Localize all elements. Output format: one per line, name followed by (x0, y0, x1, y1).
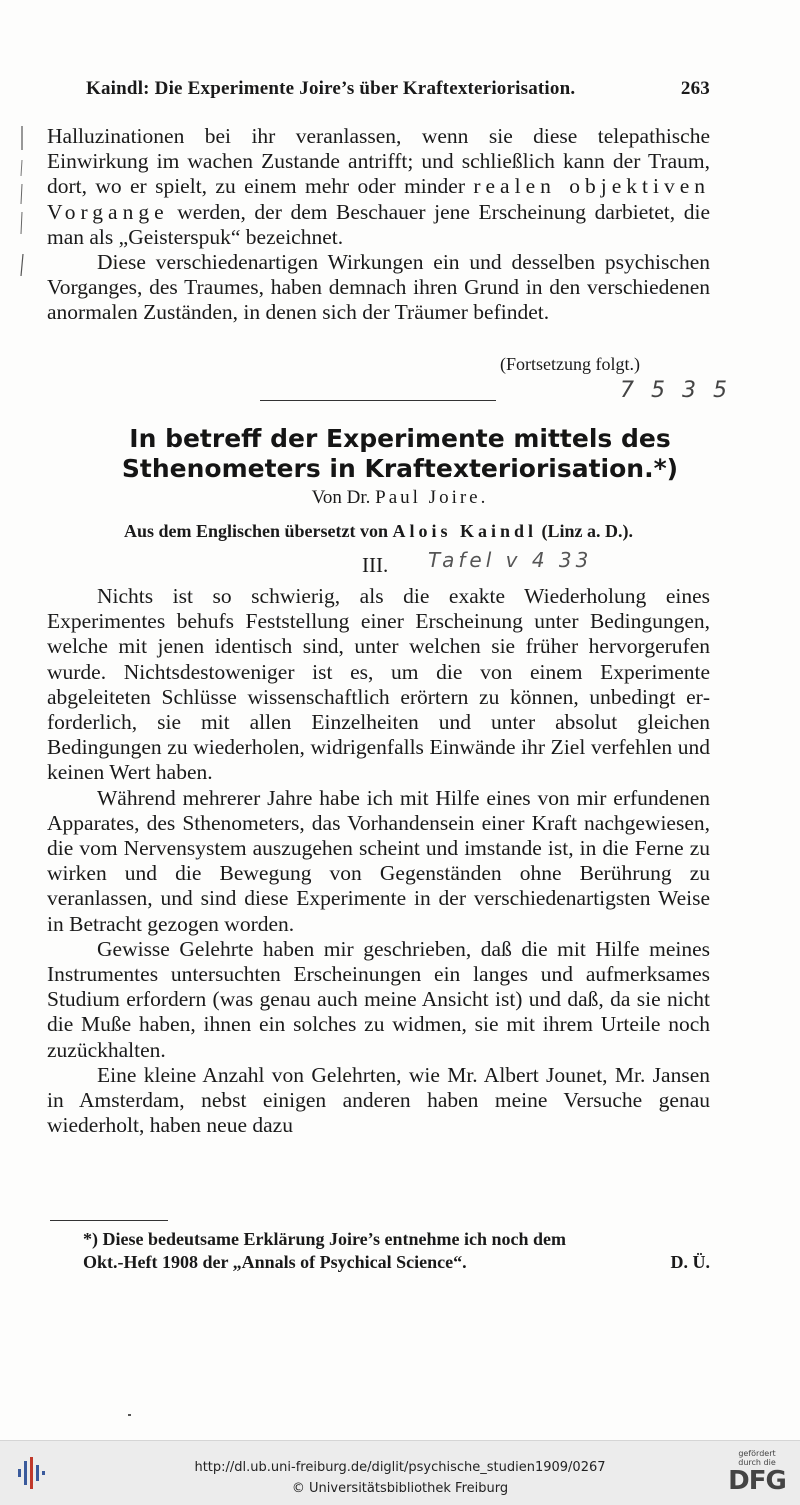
article-title-line-1: In betreff der Experimente mittels des (129, 424, 671, 453)
section-number: III. (362, 553, 389, 577)
pencil-annotation: 7 5 3 5 (620, 378, 732, 403)
margin-pencil-marks (18, 124, 28, 284)
section-divider (260, 400, 496, 401)
dfg-logo-text: DFG (728, 1466, 786, 1496)
scan-speck (128, 1414, 131, 1416)
emphasized-phrase: realen objektiven Vorgange (47, 174, 710, 224)
article-body (47, 584, 710, 1138)
copyright-notice: © Universitätsbibliothek Freiburg (291, 1481, 509, 1496)
footnote-line-2: Okt.-Heft 1908 der „Annals of Psychical Science“. D. Ü. (83, 1252, 710, 1272)
continued-note: (Fortsetzung folgt.) (500, 354, 640, 374)
continuation-text (47, 124, 710, 326)
continuation-paragraph-1: Halluzinationen bei ihr veranlassen, wenn sie diese telepathische Einwirkung im wachen Zustande antrifft; und schließlich kann der Traum, dort, wo er spielt, zu einem mehr oder minder realen objektiven Vorgange werden, der dem Beschauer jene Erscheinung darbietet, die man als „Geisterspuk“ bezeichnet. (47, 124, 710, 249)
author-name: Paul Joire. (375, 487, 489, 508)
body-paragraph: Gewisse Gelehrte haben mir geschrieben, daß die mit Hilfe meines Instrumentes untersuchten Erscheinungen ein langes und aufmerksames Studium erfordern (was genau auch meine Ansicht ist) und daß, da sie nicht die Muße haben, ihnen ein solches zu widmen, sie mit ihrem Urteile noch zuzückhalten. (47, 936, 710, 1062)
footnote-line-1: *) Diese bedeutsame Erklärung Joire’s entnehme ich noch dem (83, 1229, 566, 1249)
body-paragraph: Während mehrerer Jahre habe ich mit Hilfe eines von mir erfundenen Apparates, des Sthenometers, das Vorhandensein einer Kraft nachgewiesen, die vom Nervensystem auszugehen scheint und imstande ist, in die Ferne zu wirken und die Bewegung von Gegenständen ohne Berührung zu veranlassen, und sind diese Experimente in der verschiedenartigsten Weise in Betracht gezogen worden. (47, 785, 710, 936)
translator-name: Alois Kaindl (392, 521, 538, 541)
footnote-rule (50, 1220, 168, 1221)
footnote (47, 1228, 710, 1274)
body-paragraph: Nichts ist so schwierig, als die exakte Wiederholung eines Experimentes behufs Feststellung einer Erscheinung unter Bedingungen, welche mit jenen identisch sind, unter welchen sie früher hervorgerufen wurde. Nichtsdestoweniger ist es, um die von einem Experimente abgeleiteten Schlüsse wissenschaftlich erörtern zu können, unbedingt erforderlich, sie mit allen Einzelheiten und unter absolut gleichen Bedingungen zu wiederholen, widrigenfalls Einwände ihr Ziel verfehlen und keinen Wert haben. (47, 584, 710, 785)
sponsor-caption: gefördert durch die (738, 1449, 776, 1467)
page-number: 263 (680, 78, 710, 99)
running-head-title: Kaindl: Die Experimente Joire’s über Kraftexteriorisation. (86, 78, 576, 99)
body-paragraph: Eine kleine Anzahl von Gelehrten, wie Mr. Albert Jounet, Mr. Jansen in Amsterdam, nebst einigen anderen haben meine Versuche genau wiederholt, haben neue dazu (47, 1062, 710, 1138)
continuation-paragraph-2: Diese verschiedenartigen Wirkungen ein und desselben psychischen Vorganges, des Traumes, haben demnach ihren Grund in den verschiedenen anormalen Zuständen, in denen sich der Träumer befindet. (47, 250, 710, 325)
footnote-signature: D. Ü. (670, 1252, 710, 1272)
byline: Von Dr. Paul Joire. (311, 487, 489, 508)
article-title-line-2: Sthenometers in Kraftexteriorisation.*) (121, 454, 679, 483)
pencil-annotation-2: Tafel v 4 33 (428, 548, 593, 572)
permalink-url[interactable]: http://dl.ub.uni-freiburg.de/diglit/psychische_studien1909/0267 (194, 1460, 606, 1475)
dfg-logo (726, 1449, 788, 1495)
translator-line: Aus dem Englischen übersetzt von Alois Kaindl (Linz a. D.). (123, 521, 634, 541)
viewer-footer (0, 1440, 800, 1505)
running-head (86, 78, 710, 100)
